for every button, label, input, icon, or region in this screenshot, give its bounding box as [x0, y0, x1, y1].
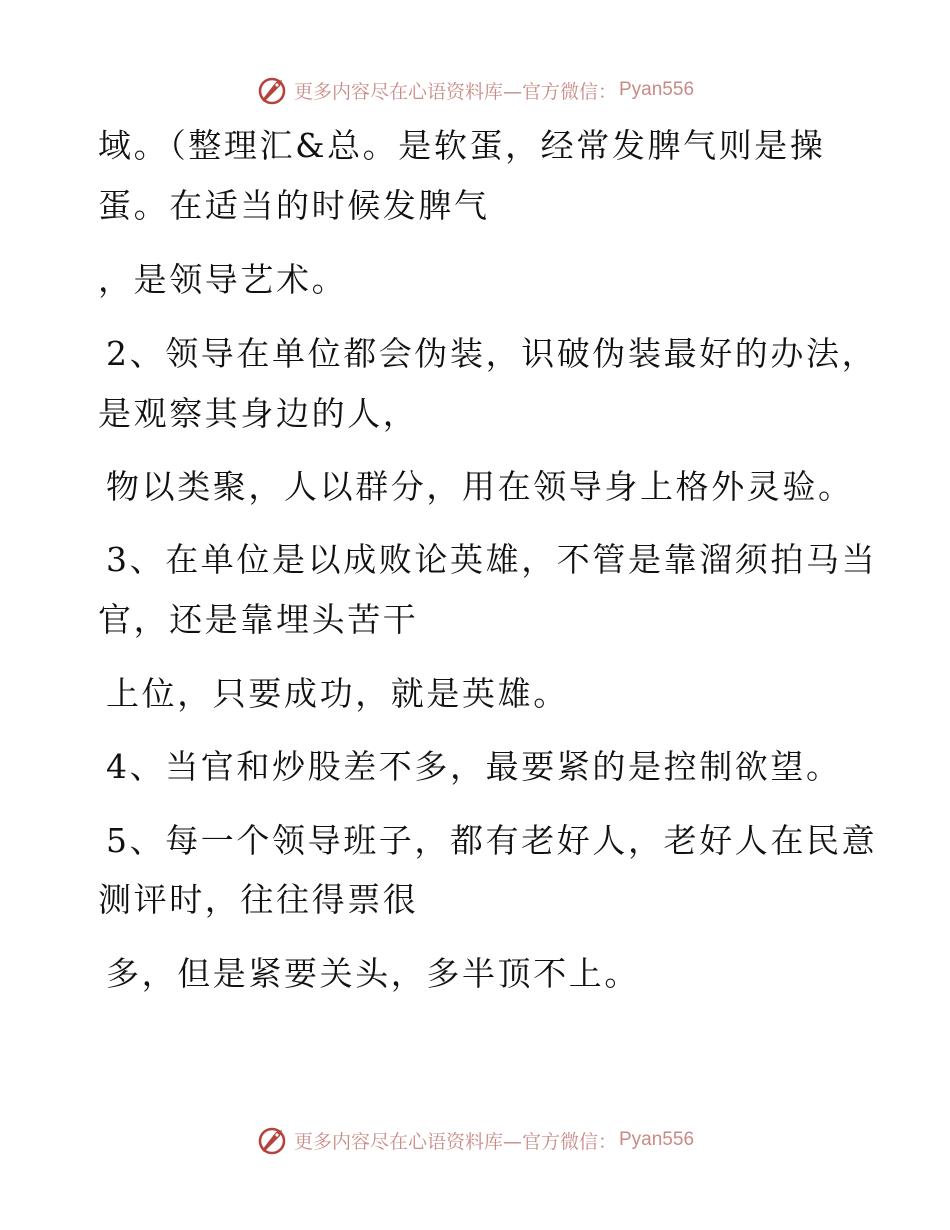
- text-line: 是观察其身边的人，: [98, 394, 419, 433]
- footer-banner: [0, 1120, 950, 1160]
- header-banner: [0, 70, 950, 110]
- text-line: 上位，只要成功，就是英雄。: [106, 674, 569, 713]
- pen-nib-logo-icon: [256, 74, 288, 106]
- text-line: 测评时，往往得票很: [98, 880, 419, 919]
- banner-wechat-id: Pyan556: [619, 79, 695, 100]
- pen-nib-logo-icon: [256, 1124, 288, 1156]
- banner-text: 更多内容尽在心语资料库—官方微信：: [293, 80, 617, 103]
- text-line: 物以类聚，人以群分，用在领导身上格外灵验。: [106, 467, 854, 506]
- text-line: 4、当官和炒股差不多，最要紧的是控制欲望。: [106, 747, 842, 786]
- text-line: 蛋。在适当的时候发脾气: [98, 186, 490, 225]
- text-line: 3、在单位是以成败论英雄，不管是靠溜须拍马当: [106, 540, 878, 579]
- banner-wechat-id: Pyan556: [619, 1129, 695, 1150]
- text-line: 域。（整理汇&总。是软蛋，经常发脾气则是操: [98, 126, 826, 165]
- text-line: 5、每一个领导班子，都有老好人，老好人在民意: [106, 821, 878, 860]
- text-line: 2、领导在单位都会伪装，识破伪装最好的办法，: [106, 334, 878, 373]
- text-line: 官，还是靠埋头苦干: [98, 600, 419, 639]
- banner-text: 更多内容尽在心语资料库—官方微信：: [293, 1130, 617, 1153]
- text-line: ，是领导艺术。: [98, 260, 348, 299]
- text-line: 多，但是紧要关头，多半顶不上。: [106, 954, 640, 993]
